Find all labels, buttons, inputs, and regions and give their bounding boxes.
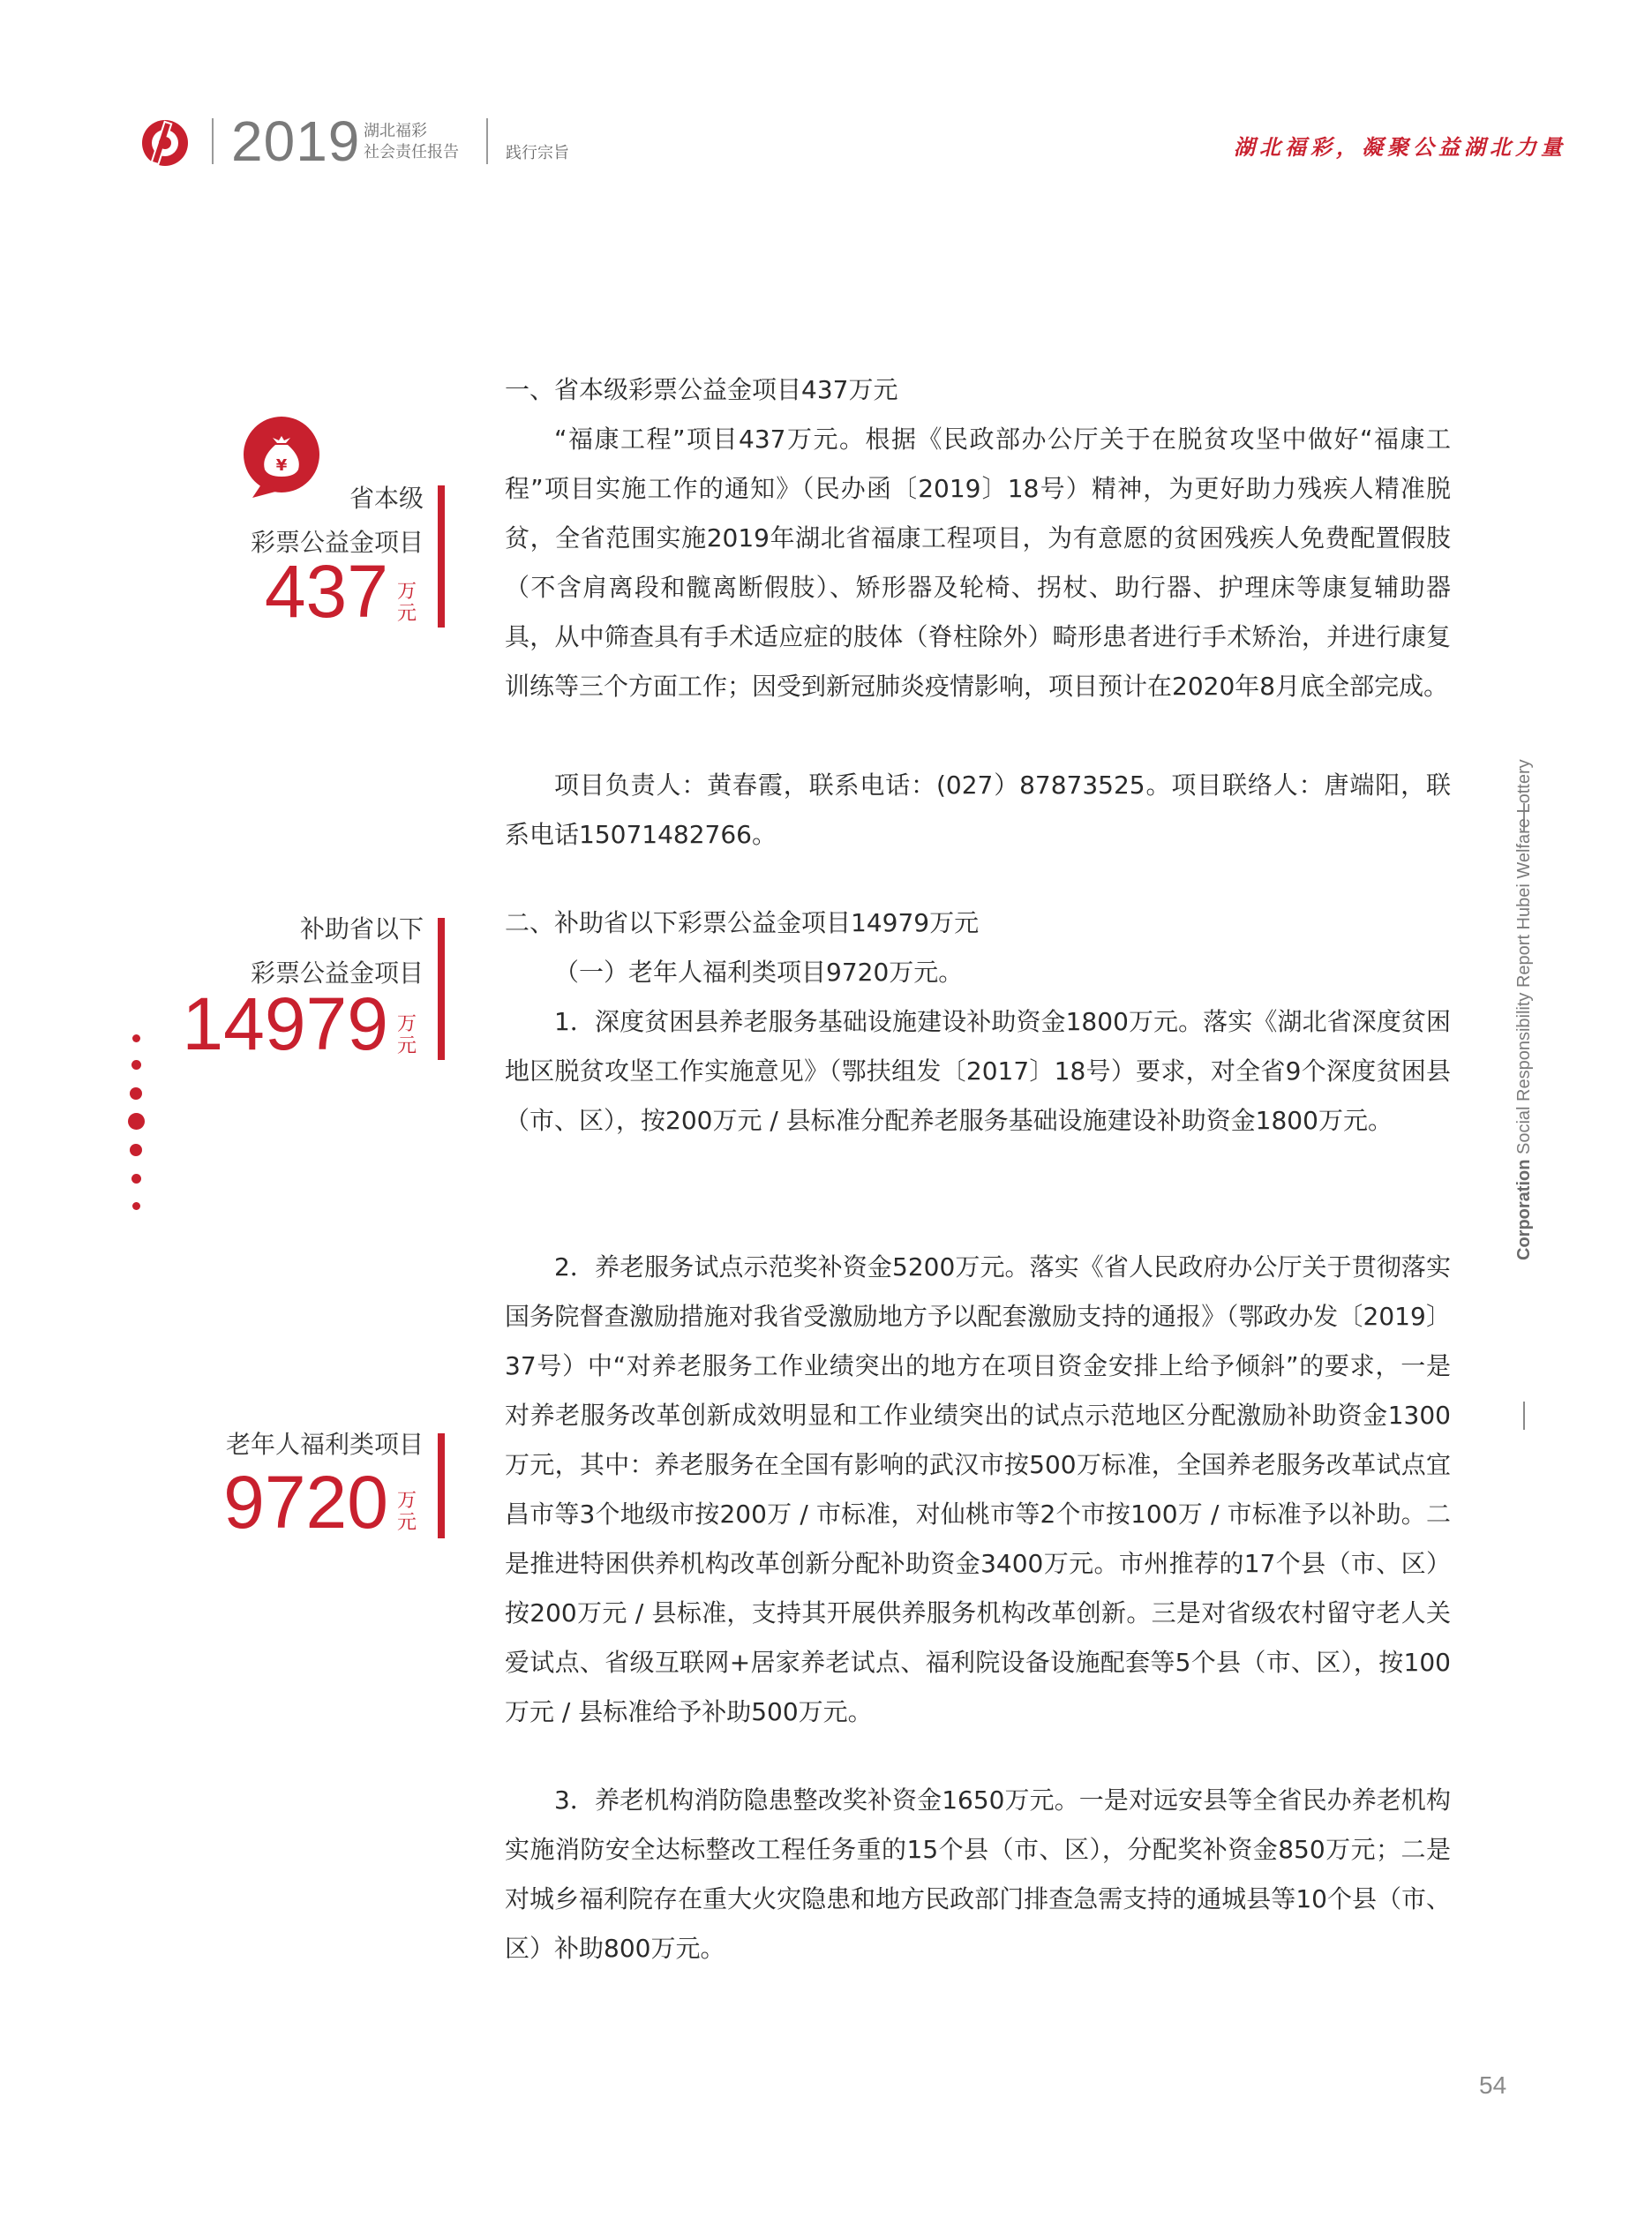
- page-dot: [131, 1060, 141, 1070]
- header-divider: [486, 118, 488, 164]
- callout-unit: [395, 581, 418, 625]
- page-dot: [130, 1087, 142, 1100]
- callout-label: 省本级: [349, 484, 424, 513]
- callout-unit-top: 万: [396, 1013, 417, 1035]
- report-year: 2019: [231, 109, 361, 173]
- report-subtitle-line2: 社会责任报告: [364, 143, 459, 162]
- page-dot: [130, 1144, 142, 1156]
- header-divider: [212, 118, 214, 164]
- page-dot: [132, 1034, 140, 1042]
- callout-label: 补助省以下: [299, 914, 424, 943]
- section-1-paragraph: “福康工程”项目437万元。根据《民政部办公厅关于在脱贫攻坚中做好“福康工程”项目实施工作的通知》（民办函〔2019〕18号）精神，为更好助力残疾人精准脱贫，全省范围实施2019年湖北省福康工程项目，为有意愿的贫困残疾人免费配置假肢（不含肩离段和髋离断假肢）、矫形器及轮椅、拐杖、助行器、护理床等康复辅助器具，从中筛查具有手术适应症的肢体（脊柱除外）畸形患者进行手术矫治，并进行康复训练等三个方面工作；因受到新冠肺炎疫情影响，项目预计在2020年8月底全部完成。: [505, 425, 1451, 701]
- callout-value: 437: [264, 550, 388, 633]
- welfare-lottery-logo: [139, 117, 191, 169]
- callout-unit-bottom: 元: [396, 1035, 417, 1057]
- page-dot: [131, 1174, 141, 1184]
- callout-unit-bottom: 元: [396, 1512, 417, 1534]
- side-report-title: [1511, 759, 1537, 1260]
- callout-value: 14979: [182, 982, 388, 1065]
- callout-unit-top: 万: [396, 581, 417, 603]
- side-report-title-rest: Social Responsibility Report Hubei Welfare Lottery: [1514, 759, 1534, 1160]
- callout-label: 彩票公益金项目: [250, 528, 424, 557]
- report-subtitle-line1: 湖北福彩: [364, 122, 427, 140]
- callout-unit-top: 万: [396, 1490, 417, 1512]
- section-2-item-2: 2．养老服务试点示范奖补资金5200万元。落实《省人民政府办公厅关于贯彻落实国务院督查激励措施对我省受激励地方予以配套激励支持的通报》（鄂政办发〔2019〕37号）中“对养老服务工作业绩突出的地方在项目资金安排上给予倾斜”的要求，一是对养老服务改革创新成效明显和工作业绩突出的试点示范地区分配激励补助资金1300万元，其中：养老服务在全国有影响的武汉市按500万标准，全国养老服务改革试点宜昌市等3个地级市按200万 / 市标准，对仙桃市等2个市按100万 / 市标准予以补助。二是推进特困供养机构改革创新分配补助资金3400万元。市州推荐的17个县（市、区）按200万元 / 县标准，支持其开展供养服务机构改革创新。三是对省级农村留守老人关爱试点、省级互联网+居家养老试点、福利院设备设施配套等5个县（市、区），按100万元 / 县标准给予补助500万元。: [505, 1252, 1451, 1726]
- section-title: 践行宗旨: [506, 144, 569, 162]
- page-dot-active: [128, 1113, 145, 1130]
- svg-text:¥: ¥: [275, 456, 288, 475]
- callout-label: 老年人福利类项目: [225, 1430, 424, 1459]
- section-2-heading: 二、补助省以下彩票公益金项目14979万元: [505, 908, 980, 937]
- section-2-item-3: 3．养老机构消防隐患整改奖补资金1650万元。一是对远安县等全省民办养老机构实施消防安全达标整改工程任务重的15个县（市、区），分配奖补资金850万元；二是对城乡福利院存在重大火灾隐患和地方民政部门排查急需支持的通城县等10个县（市、区）补助800万元。: [505, 1785, 1451, 1963]
- callout-unit-bottom: 元: [396, 603, 417, 625]
- callout-accent-bar: [438, 1433, 445, 1538]
- report-subtitle: [364, 121, 459, 163]
- section-2-item-1: 1．深度贫困县养老服务基础设施建设补助资金1800万元。落实《湖北省深度贫困地区脱贫攻坚工作实施意见》（鄂扶组发〔2017〕18号）要求，对全省9个深度贫困县（市、区），按200万元 / 县标准分配养老服务基础设施建设补助资金1800万元。: [505, 1007, 1451, 1135]
- side-report-title-bold: Corporation: [1514, 1159, 1534, 1260]
- section-1-heading: 一、省本级彩票公益金项目437万元: [505, 375, 898, 404]
- side-divider: [1523, 1402, 1525, 1430]
- callout-value: 9720: [223, 1461, 388, 1544]
- section-2-subheading: （一）老年人福利类项目9720万元。: [554, 958, 964, 987]
- callout-unit: [395, 1490, 418, 1534]
- callout-accent-bar: [438, 918, 445, 1060]
- header-slogan: 湖北福彩，凝聚公益湖北力量: [1234, 134, 1566, 160]
- callout-accent-bar: [438, 485, 445, 628]
- callout-label: 彩票公益金项目: [250, 958, 424, 988]
- section-1-contact: 项目负责人：黄春霞，联系电话：(027）87873525。项目联络人：唐端阳，联系电话15071482766。: [505, 770, 1451, 849]
- page-number: 54: [1479, 2071, 1507, 2099]
- page-dot: [132, 1202, 140, 1210]
- callout-unit: [395, 1013, 418, 1057]
